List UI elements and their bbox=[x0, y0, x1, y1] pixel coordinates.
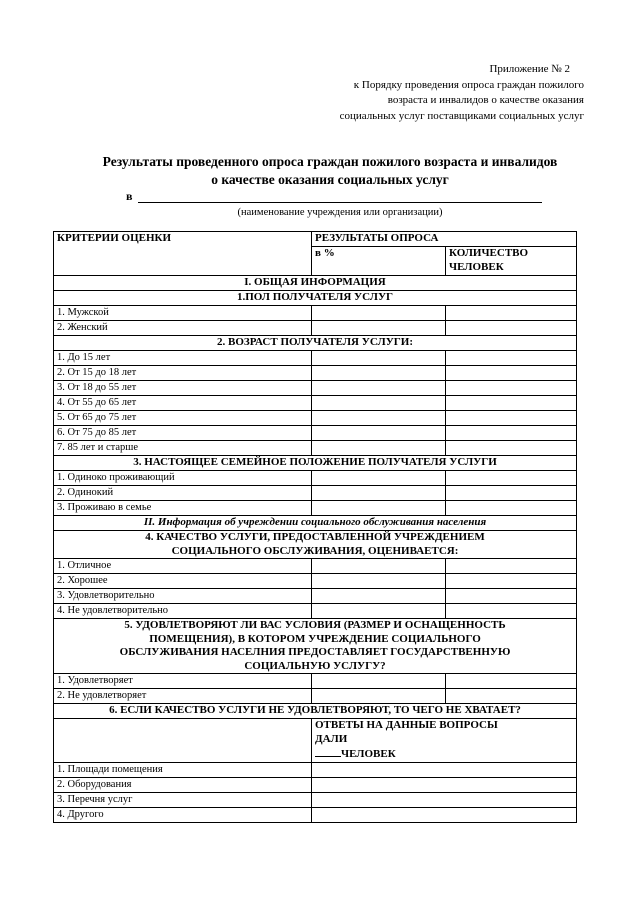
percent-cell[interactable] bbox=[312, 574, 446, 589]
percent-cell[interactable] bbox=[312, 471, 446, 486]
section-institution: II. Информация об учреждении социального обслуживания населения bbox=[54, 516, 577, 531]
table-row: 1. Одиноко проживающий bbox=[54, 471, 577, 486]
count-cell[interactable] bbox=[446, 501, 577, 516]
count-cell[interactable] bbox=[446, 471, 577, 486]
table-row: 3. От 18 до 55 лет bbox=[54, 381, 577, 396]
count-cell[interactable] bbox=[446, 351, 577, 366]
count-cell[interactable] bbox=[446, 574, 577, 589]
percent-cell[interactable] bbox=[312, 441, 446, 456]
count-cell[interactable] bbox=[446, 559, 577, 574]
table-row: 1. Удовлетворяет bbox=[54, 674, 577, 689]
count-cell[interactable] bbox=[446, 411, 577, 426]
percent-cell[interactable] bbox=[312, 689, 446, 704]
question-quality: 4. КАЧЕСТВО УСЛУГИ, ПРЕДОСТАВЛЕННОЙ УЧРЕЖДЕНИЕМ СОЦИАЛЬНОГО ОБСЛУЖИВАНИЯ, ОЦЕНИВАЕТСЯ: bbox=[54, 531, 577, 559]
institution-prefix: в bbox=[126, 189, 133, 203]
percent-cell[interactable] bbox=[312, 381, 446, 396]
percent-header: в % bbox=[312, 247, 446, 276]
title-line: о качестве оказания социальных услуг bbox=[211, 172, 449, 187]
appendix-line: возраста и инвалидов о качестве оказания bbox=[387, 94, 584, 106]
percent-cell[interactable] bbox=[312, 396, 446, 411]
table-row: 7. 85 лет и старше bbox=[54, 441, 577, 456]
table-row: 4. Другого bbox=[54, 807, 577, 822]
percent-cell[interactable] bbox=[312, 559, 446, 574]
institution-caption: (наименование учреждения или организации) bbox=[237, 207, 443, 218]
count-cell[interactable] bbox=[446, 396, 577, 411]
percent-cell[interactable] bbox=[312, 486, 446, 501]
appendix-line: социальных услуг поставщиками социальных услуг bbox=[339, 109, 584, 122]
table-row: 2. Не удовлетворяет bbox=[54, 689, 577, 704]
count-cell[interactable] bbox=[446, 321, 577, 336]
table-row: 3. Перечня услуг bbox=[54, 792, 577, 807]
table-row: 6. От 75 до 85 лет bbox=[54, 426, 577, 441]
survey-table bbox=[53, 231, 577, 823]
count-cell[interactable] bbox=[446, 589, 577, 604]
percent-cell[interactable] bbox=[312, 604, 446, 619]
question-missing: 6. ЕСЛИ КАЧЕСТВО УСЛУГИ НЕ УДОВЛЕТВОРЯЮТ, ТО ЧЕГО НЕ ХВАТАЕТ? bbox=[54, 704, 577, 719]
count-cell[interactable] bbox=[446, 306, 577, 321]
document-title bbox=[40, 153, 620, 189]
table-row: 1. Отличное bbox=[54, 559, 577, 574]
criteria-header: КРИТЕРИИ ОЦЕНКИ bbox=[54, 232, 312, 276]
answers-blank-cell bbox=[54, 719, 312, 763]
answer-cell[interactable] bbox=[312, 792, 577, 807]
table-row: 2. Хорошее bbox=[54, 574, 577, 589]
section-general: I. ОБЩАЯ ИНФОРМАЦИЯ bbox=[54, 276, 577, 291]
question-conditions: 5. УДОВЛЕТВОРЯЮТ ЛИ ВАС УСЛОВИЯ (РАЗМЕР И ОСНАЩЕННОСТЬ ПОМЕЩЕНИЯ), В КОТОРОМ УЧРЕЖДЕНИЕ СОЦИАЛЬНОГО ОБСЛУЖИВАНИЯ НАСЕЛНИЯ ПРЕДОСТАВЛЯЕТ ГОСУДАРСТВЕННУЮ СОЦИАЛЬНУЮ УСЛУГУ? bbox=[54, 619, 577, 674]
table-row: 3. Проживаю в семье bbox=[54, 501, 577, 516]
percent-cell[interactable] bbox=[312, 501, 446, 516]
question-age: 2. ВОЗРАСТ ПОЛУЧАТЕЛЯ УСЛУГИ: bbox=[54, 336, 577, 351]
results-header: РЕЗУЛЬТАТЫ ОПРОСА bbox=[312, 232, 577, 247]
percent-cell[interactable] bbox=[312, 306, 446, 321]
answer-cell[interactable] bbox=[312, 777, 577, 792]
count-header: КОЛИЧЕСТВО ЧЕЛОВЕК bbox=[446, 247, 577, 276]
percent-cell[interactable] bbox=[312, 426, 446, 441]
percent-cell[interactable] bbox=[312, 411, 446, 426]
respondents-count-field[interactable] bbox=[315, 746, 341, 757]
appendix-line: к Порядку проведения опроса граждан пожилого bbox=[353, 78, 584, 91]
title-line: Результаты проведенного опроса граждан пожилого возраста и инвалидов bbox=[102, 154, 558, 169]
table-row: 2. Оборудования bbox=[54, 777, 577, 792]
count-cell[interactable] bbox=[446, 674, 577, 689]
table-row: 2. От 15 до 18 лет bbox=[54, 366, 577, 381]
appendix-number: Приложение № 2 bbox=[489, 63, 570, 75]
table-row: 1. Площади помещения bbox=[54, 762, 577, 777]
count-cell[interactable] bbox=[446, 486, 577, 501]
count-cell[interactable] bbox=[446, 441, 577, 456]
appendix-block bbox=[284, 62, 584, 124]
table-row: 4. Не удовлетворительно bbox=[54, 604, 577, 619]
table-row: 2. Одинокий bbox=[54, 486, 577, 501]
table-row: 3. Удовлетворительно bbox=[54, 589, 577, 604]
answers-header: ОТВЕТЫ НА ДАННЫЕ ВОПРОСЫ ДАЛИ ЧЕЛОВЕК bbox=[312, 719, 577, 763]
percent-cell[interactable] bbox=[312, 351, 446, 366]
count-cell[interactable] bbox=[446, 689, 577, 704]
table-row: 5. От 65 до 75 лет bbox=[54, 411, 577, 426]
count-cell[interactable] bbox=[446, 426, 577, 441]
question-gender: 1.ПОЛ ПОЛУЧАТЕЛЯ УСЛУГ bbox=[54, 291, 577, 306]
count-cell[interactable] bbox=[446, 381, 577, 396]
table-row: 4. От 55 до 65 лет bbox=[54, 396, 577, 411]
percent-cell[interactable] bbox=[312, 321, 446, 336]
answer-cell[interactable] bbox=[312, 807, 577, 822]
question-family-status: 3. НАСТОЯЩЕЕ СЕМЕЙНОЕ ПОЛОЖЕНИЕ ПОЛУЧАТЕЛЯ УСЛУГИ bbox=[54, 456, 577, 471]
table-row: 2. Женский bbox=[54, 321, 577, 336]
count-cell[interactable] bbox=[446, 604, 577, 619]
table-row: 1. До 15 лет bbox=[54, 351, 577, 366]
institution-name-field[interactable] bbox=[138, 202, 542, 203]
percent-cell[interactable] bbox=[312, 674, 446, 689]
answer-cell[interactable] bbox=[312, 762, 577, 777]
percent-cell[interactable] bbox=[312, 366, 446, 381]
percent-cell[interactable] bbox=[312, 589, 446, 604]
table-row: 1. Мужской bbox=[54, 306, 577, 321]
count-cell[interactable] bbox=[446, 366, 577, 381]
